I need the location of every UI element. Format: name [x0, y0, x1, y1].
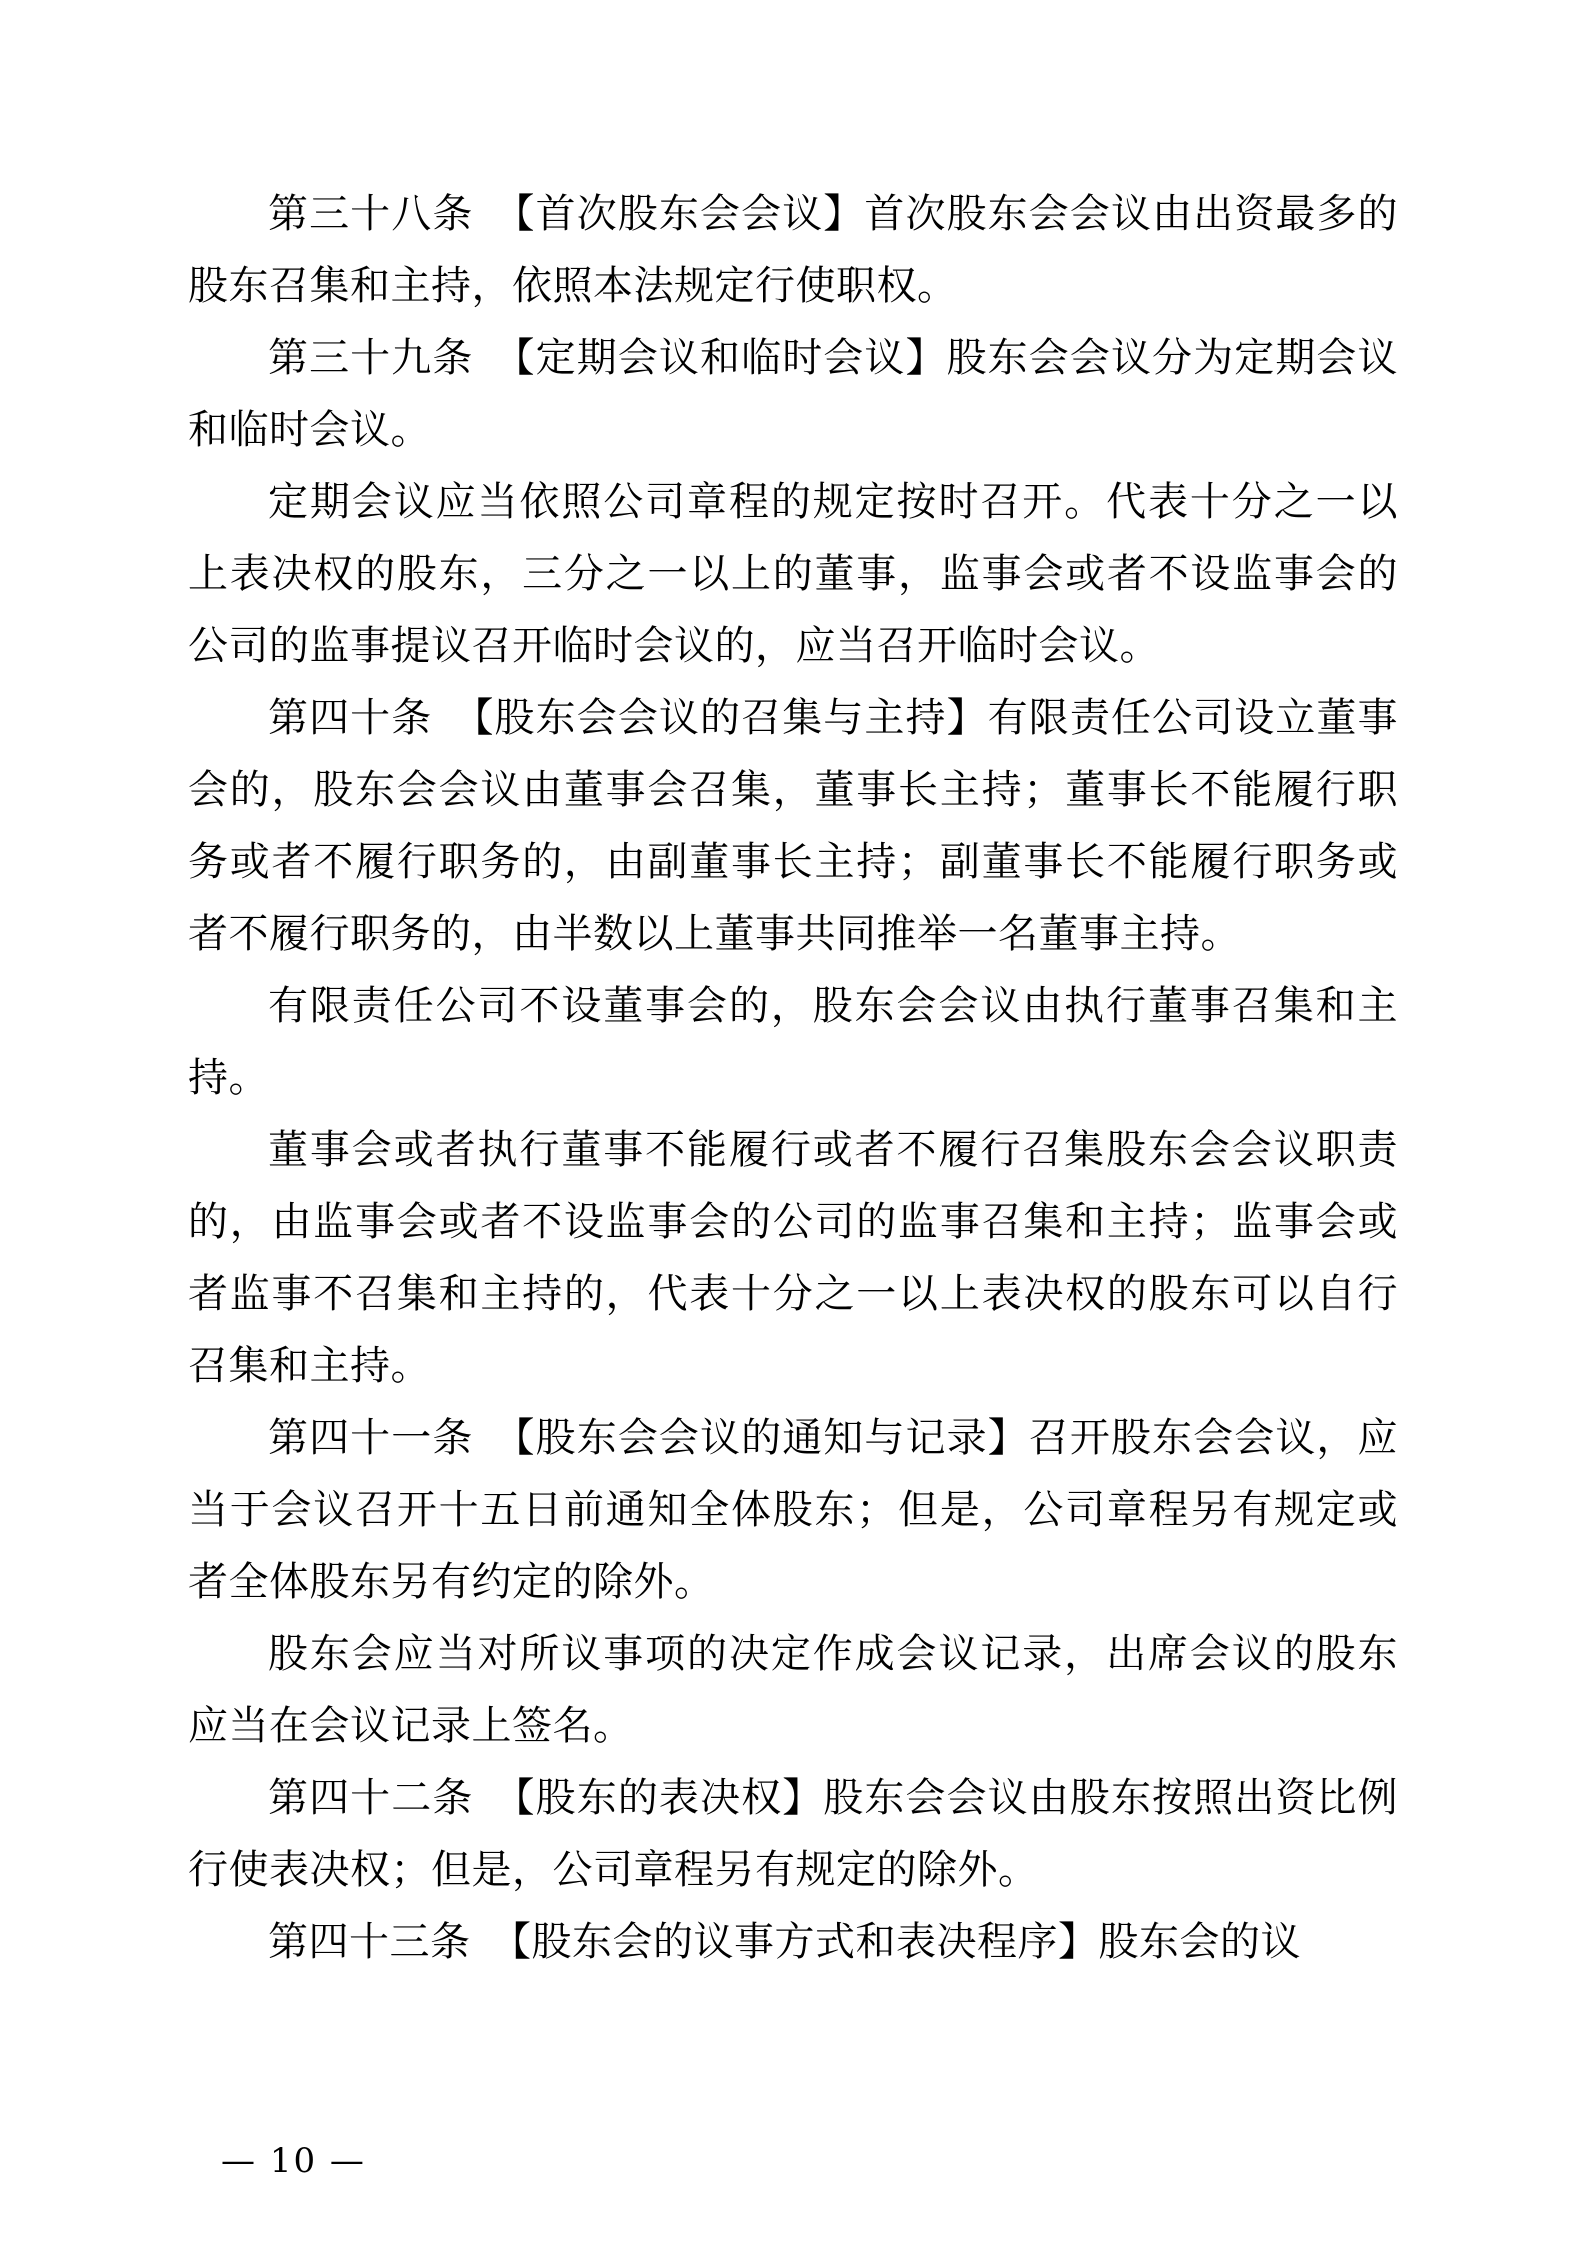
paragraph: 第三十九条 【定期会议和临时会议】股东会会议分为定期会议和临时会议。: [188, 335, 1398, 453]
page-footer: [0, 2141, 1587, 2181]
paragraph: 第四十三条 【股东会的议事方式和表决程序】股东会的议: [268, 1919, 1301, 1965]
page-body: [188, 178, 1398, 1978]
paragraph: 第三十八条 【首次股东会会议】首次股东会会议由出资最多的股东召集和主持，依照本法规定行使职权。: [188, 191, 1398, 309]
paragraph: 第四十二条 【股东的表决权】股东会会议由股东按照出资比例行使表决权；但是，公司章程另有规定的除外。: [188, 1775, 1398, 1893]
paragraph: 第四十一条 【股东会会议的通知与记录】召开股东会会议，应当于会议召开十五日前通知全体股东；但是，公司章程另有规定或者全体股东另有约定的除外。: [188, 1415, 1398, 1605]
paragraph: 董事会或者执行董事不能履行或者不履行召集股东会会议职责的，由监事会或者不设监事会的公司的监事召集和主持；监事会或者监事不召集和主持的，代表十分之一以上表决权的股东可以自行召集和主持。: [188, 1127, 1398, 1389]
paragraph: 第四十条 【股东会会议的召集与主持】有限责任公司设立董事会的，股东会会议由董事会召集，董事长主持；董事长不能履行职务或者不履行职务的，由副董事长主持；副董事长不能履行职务或者不履行职务的，由半数以上董事共同推举一名董事主持。: [188, 695, 1398, 957]
page-number: — 10 —: [221, 2141, 366, 2181]
paragraph: 股东会应当对所议事项的决定作成会议记录，出席会议的股东应当在会议记录上签名。: [188, 1631, 1398, 1749]
paragraph: 定期会议应当依照公司章程的规定按时召开。代表十分之一以上表决权的股东，三分之一以上的董事，监事会或者不设监事会的公司的监事提议召开临时会议的，应当召开临时会议。: [188, 479, 1398, 669]
paragraph: 有限责任公司不设董事会的，股东会会议由执行董事召集和主持。: [188, 983, 1398, 1101]
